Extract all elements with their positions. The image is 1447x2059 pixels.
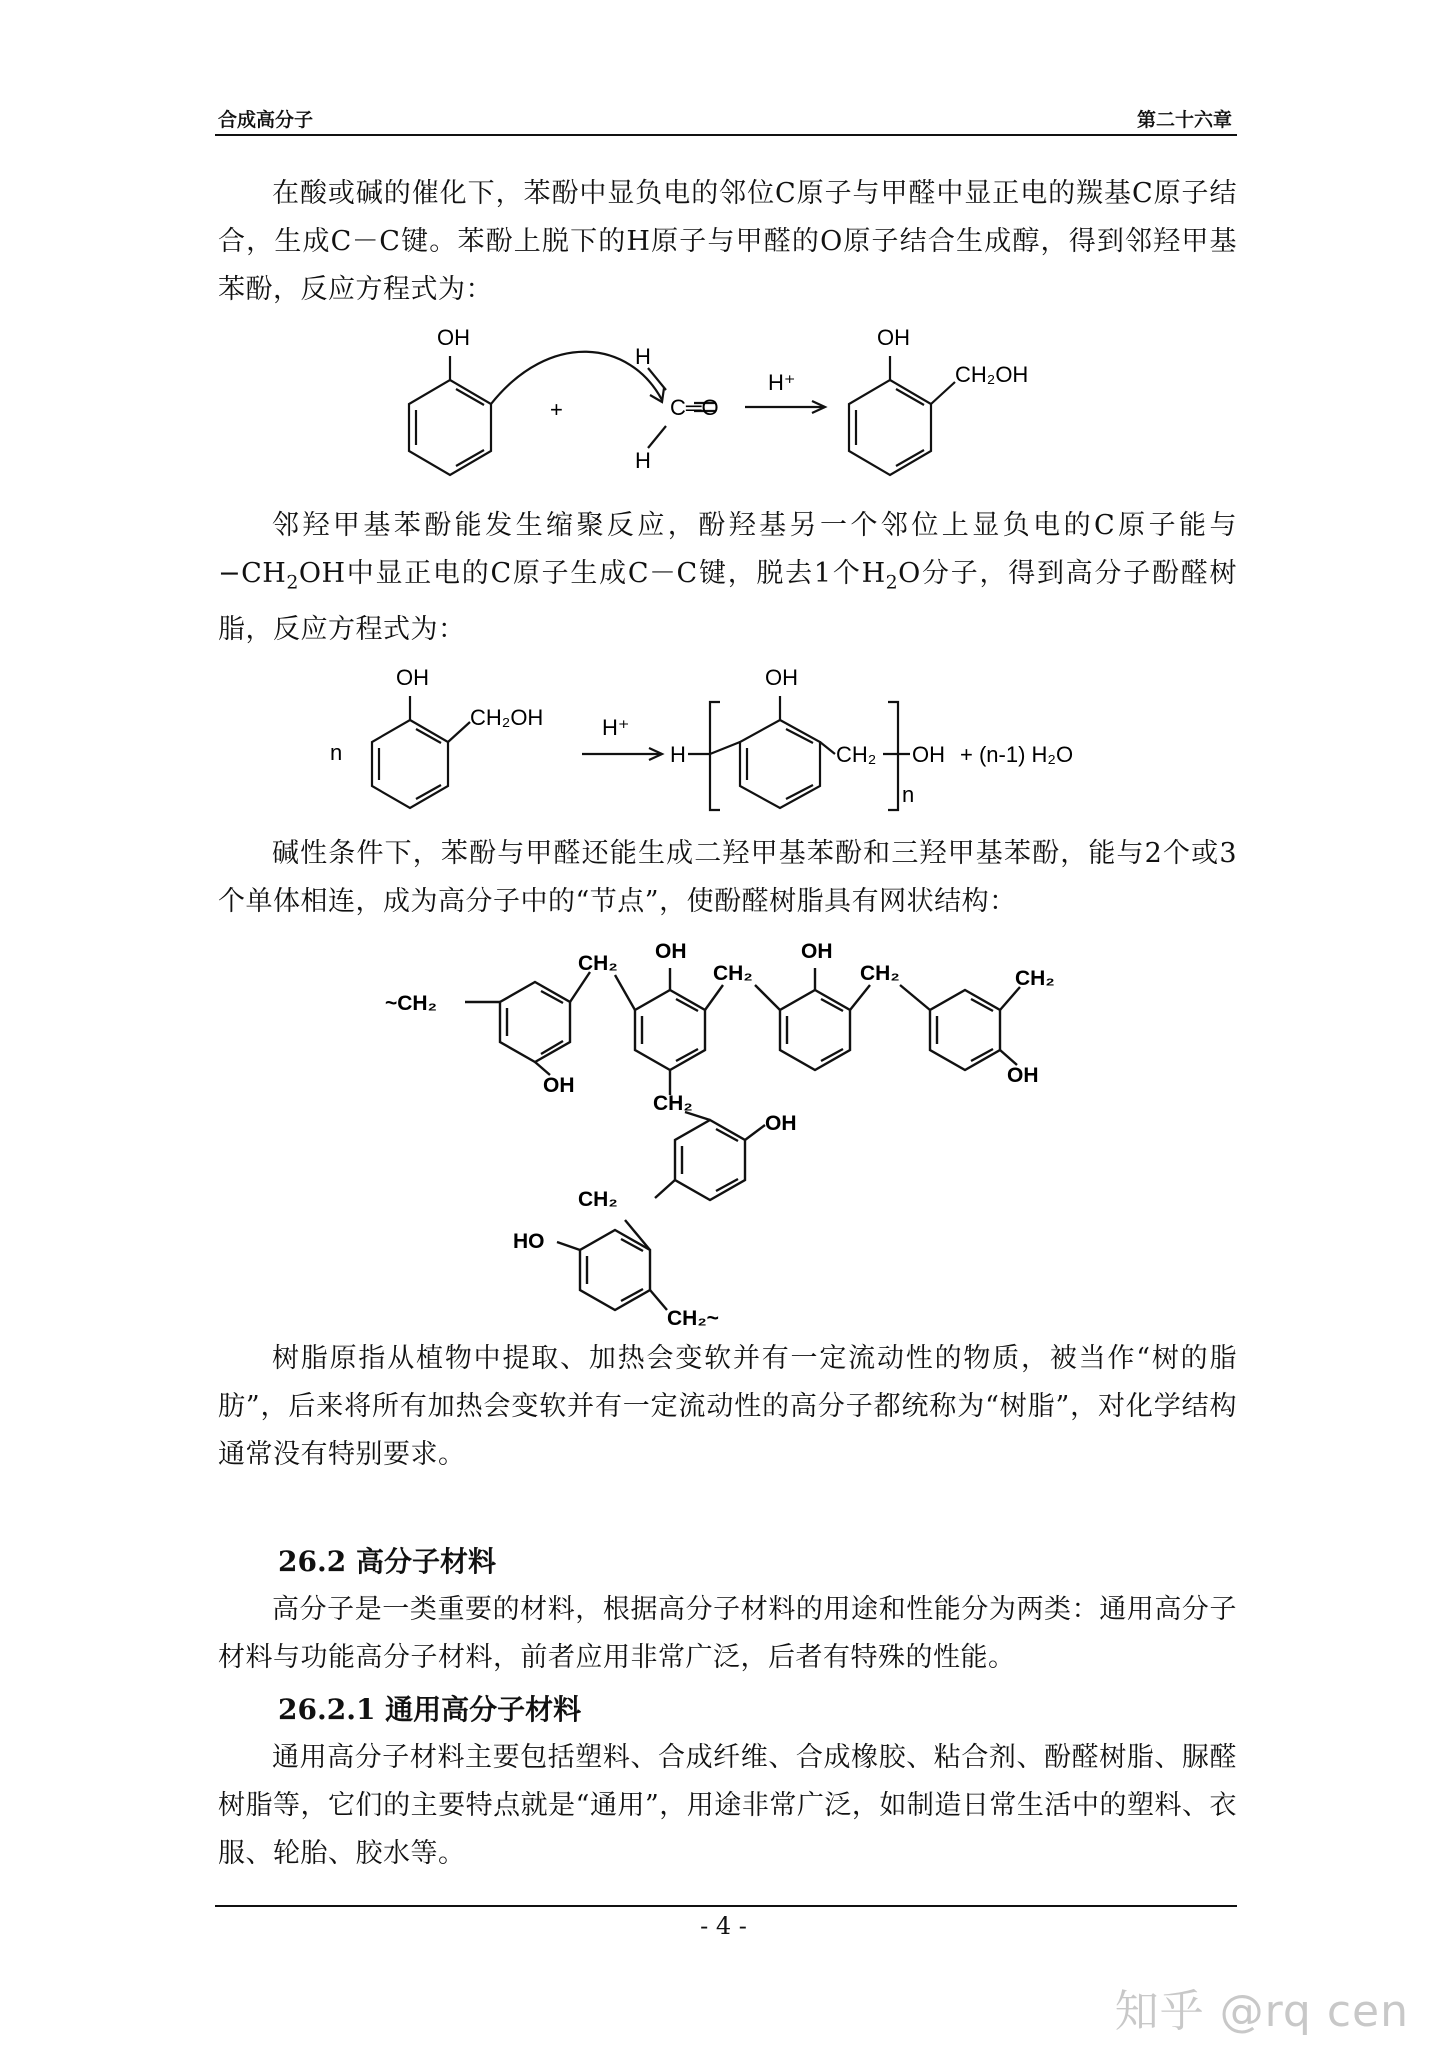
network-oh-label: OH (765, 1112, 797, 1135)
paragraph-5: 高分子是一类重要的材料，根据高分子材料的用途和性能分为两类：通用高分子材料与功能高分子材料，前者应用非常广泛，后者有特殊的性能。 (218, 1594, 1237, 1673)
chain-oh-end: OH (912, 742, 945, 767)
product-ch2oh-label: CH₂OH (955, 362, 1029, 387)
paragraph-1: 在酸或碱的催化下，苯酚中显负电的邻位C原子与甲醛中显正电的羰基C原子结合，生成C－C键。苯酚上脱下的H原子与甲醛的O原子结合生成醇，得到邻羟甲基苯酚，反应方程式为： (218, 178, 1237, 305)
network-ch2-label: CH₂ (578, 1188, 618, 1211)
n-coefficient: n (330, 740, 343, 765)
repeat-n-label: n (902, 782, 915, 807)
network-oh-label: HO (513, 1230, 545, 1253)
network-ch2-label: ~CH₂ (385, 992, 437, 1015)
monomer-oh-label: OH (396, 665, 429, 690)
section-heading-26-2-1: 26.2.1 通用高分子材料 (278, 1693, 582, 1726)
network-structure-diagram (385, 930, 1085, 1335)
network-ch2-label: CH₂~ (667, 1307, 719, 1330)
running-header-title: 合成高分子 (218, 109, 314, 131)
formaldehyde-h-bottom: H (635, 448, 651, 473)
running-header-chapter: 第二十六章 (1136, 109, 1232, 131)
page-number: - 4 - (700, 1912, 747, 1940)
network-oh-label: OH (1007, 1064, 1039, 1087)
formaldehyde-h-top: H (635, 344, 651, 369)
catalyst-label: H⁺ (768, 370, 796, 395)
monomer-ch2oh-label: CH₂OH (470, 705, 544, 730)
paragraph-2: 邻羟甲基苯酚能发生缩聚反应，酚羟基另一个邻位上显负电的C原子能与$-CH_2OH$中显正电的C原子生成C－C键，脱去1个$H_2O$分子，得到高分子酚醛树脂，反应方程式为： (218, 510, 1237, 646)
network-ch2-label: CH₂ (653, 1092, 693, 1115)
reaction-2-diagram (330, 660, 1130, 820)
network-oh-label: OH (543, 1074, 575, 1097)
network-oh-label: OH (801, 940, 833, 963)
footer-rule (215, 1905, 1237, 1907)
section-heading-26-2: 26.2 高分子材料 (278, 1545, 496, 1578)
network-ch2-label: CH₂ (578, 952, 618, 975)
reaction-1-diagram (380, 320, 1080, 490)
product-oh-label: OH (877, 325, 910, 350)
polymer-ch2-label: CH₂ (836, 742, 877, 767)
polymer-oh-label: OH (765, 665, 798, 690)
header-rule (215, 134, 1237, 136)
chain-h-end: H (670, 742, 686, 767)
network-oh-label: OH (655, 940, 687, 963)
watermark: 知乎 @rq cen (1114, 1986, 1409, 2037)
paragraph-4: 树脂原指从植物中提取、加热会变软并有一定流动性的物质，被当作“树的脂肪”，后来将所有加热会变软并有一定流动性的高分子都统称为“树脂”，对化学结构通常没有特别要求。 (218, 1343, 1237, 1470)
plus-sign: + (550, 397, 563, 422)
catalyst-label-2: H⁺ (602, 715, 630, 740)
network-ch2-label: CH₂ (1015, 967, 1055, 990)
paragraph-3: 碱性条件下，苯酚与甲醛还能生成二羟甲基苯酚和三羟甲基苯酚，能与2个或3个单体相连，成为高分子中的“节点”，使酚醛树脂具有网状结构： (218, 838, 1237, 917)
formaldehyde-c-o: C═O (670, 395, 719, 420)
network-ch2-label: CH₂ (860, 962, 900, 985)
paragraph-6: 通用高分子材料主要包括塑料、合成纤维、合成橡胶、粘合剂、酚醛树脂、脲醛树脂等，它们的主要特点就是“通用”，用途非常广泛，如制造日常生活中的塑料、衣服、轮胎、胶水等。 (218, 1742, 1237, 1869)
water-byproduct: + (n-1) H₂O (960, 742, 1074, 767)
network-ch2-label: CH₂ (713, 962, 753, 985)
phenol-oh-label: OH (437, 325, 470, 350)
